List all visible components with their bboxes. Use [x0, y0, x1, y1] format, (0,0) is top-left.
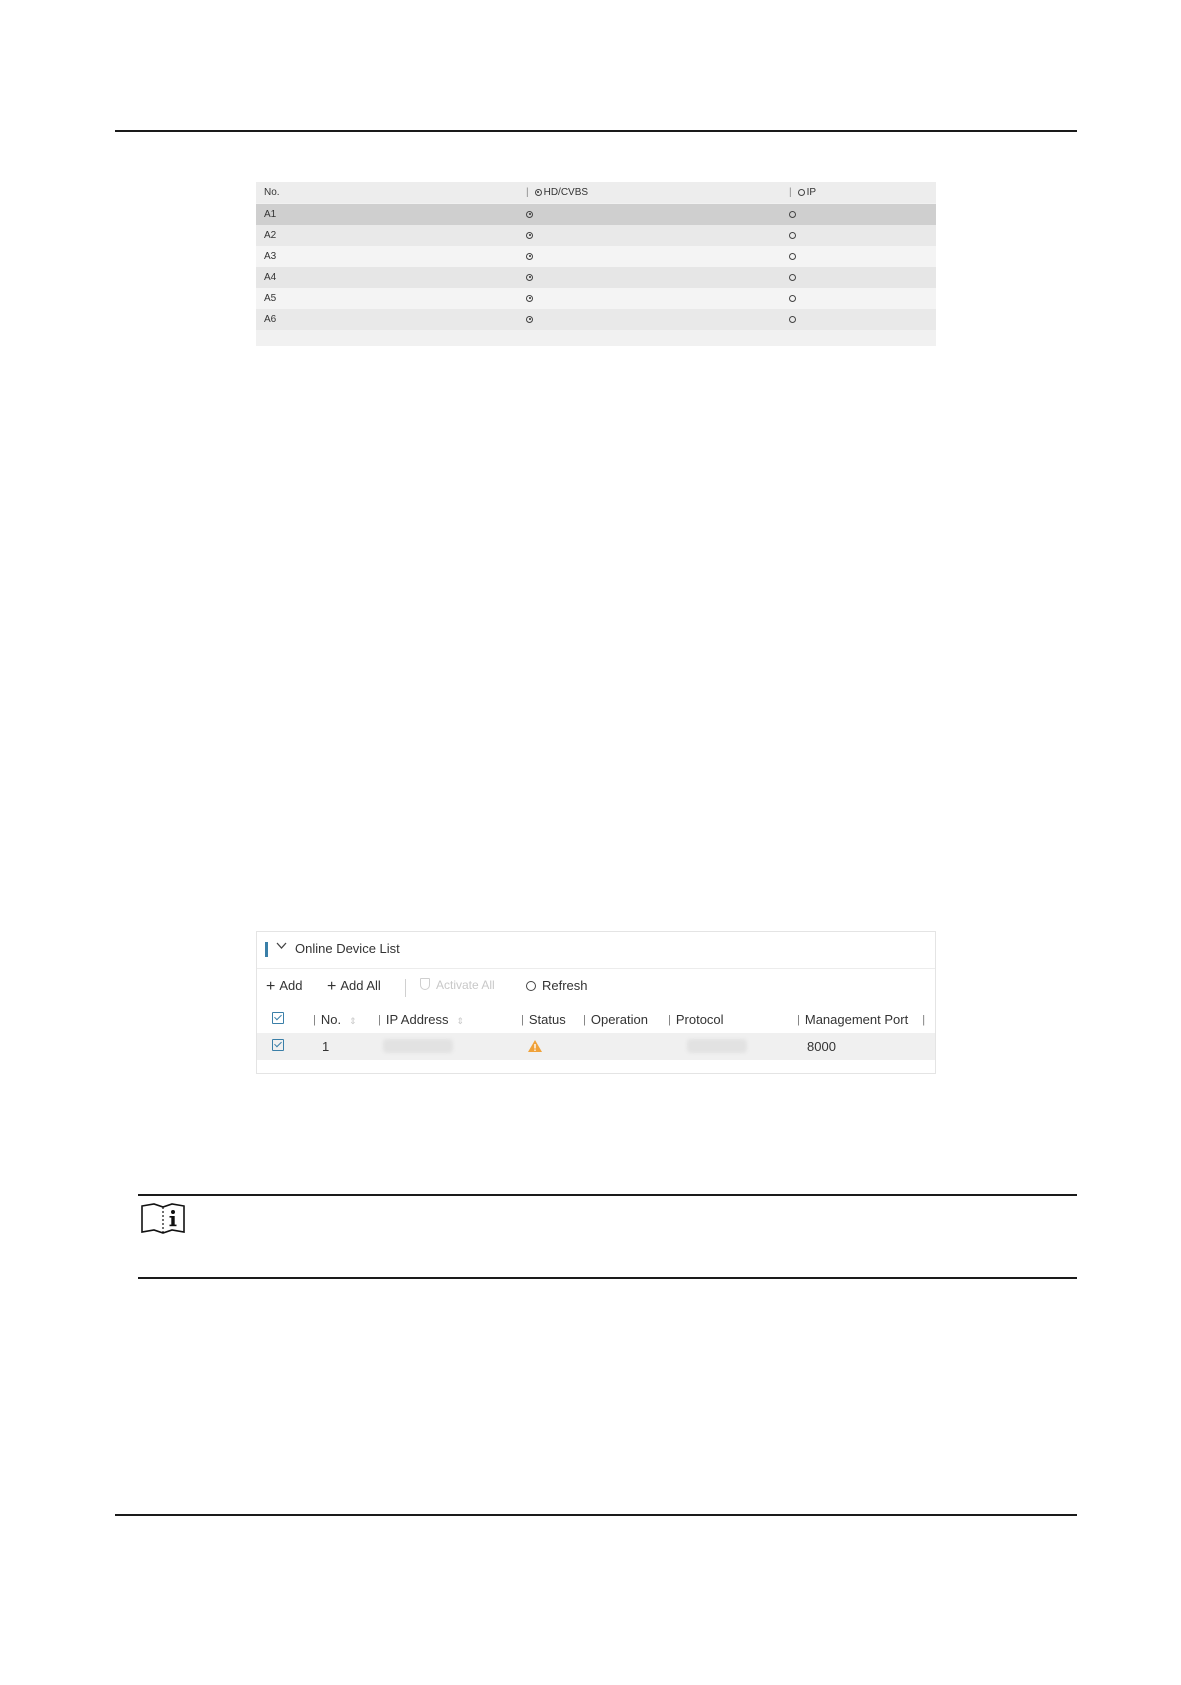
device-table-header — [257, 1006, 935, 1033]
ip-radio-icon[interactable] — [789, 295, 796, 302]
row-number: 1 — [322, 1039, 330, 1054]
note-top-rule — [138, 1194, 1077, 1196]
ip-radio-icon[interactable] — [789, 211, 796, 218]
channel-number: A5 — [264, 293, 277, 304]
channel-type-table — [256, 182, 936, 346]
table-row — [256, 309, 936, 330]
refresh-button[interactable] — [526, 978, 588, 993]
column-header-ip[interactable]: | IP — [789, 187, 817, 198]
column-header-ip-label: IP — [806, 187, 817, 198]
shield-icon — [420, 978, 430, 990]
activate-all-button[interactable] — [420, 978, 495, 992]
column-header-no[interactable]: | No. ⇕ — [313, 1012, 357, 1027]
panel-title-bar[interactable] — [257, 932, 935, 969]
ip-radio-icon[interactable] — [789, 253, 796, 260]
channel-number: A2 — [264, 230, 277, 241]
ip-radio-icon[interactable] — [789, 232, 796, 239]
hd-radio-selected-icon[interactable] — [526, 253, 533, 260]
management-port-value: 8000 — [807, 1039, 836, 1054]
refresh-label: Refresh — [542, 978, 588, 993]
table-row — [256, 288, 936, 309]
note-bottom-rule — [138, 1277, 1077, 1279]
add-all-button[interactable] — [327, 978, 381, 996]
protocol-redacted — [687, 1039, 747, 1053]
table-row — [256, 225, 936, 246]
row-checkbox[interactable] — [272, 1039, 284, 1051]
plus-icon: + — [327, 978, 337, 995]
sort-icon: ⇕ — [456, 1016, 465, 1026]
select-all-checkbox[interactable] — [272, 1012, 284, 1024]
add-all-label: Add All — [340, 978, 381, 993]
column-header-management-port[interactable]: | Management Port | — [797, 1012, 926, 1027]
plus-icon: + — [266, 978, 276, 995]
accent-bar — [265, 942, 268, 957]
header-rule — [115, 130, 1077, 132]
column-operation-label: Operation — [590, 1012, 648, 1027]
table-header — [256, 182, 936, 203]
note-info-icon — [140, 1203, 186, 1235]
channel-number: A3 — [264, 251, 277, 262]
column-port-label: Management Port — [804, 1012, 909, 1027]
sort-icon: ⇕ — [349, 1016, 357, 1026]
add-button[interactable] — [266, 978, 302, 996]
channel-number: A1 — [264, 209, 277, 220]
radio-selected-icon[interactable] — [535, 189, 542, 196]
table-row — [256, 246, 936, 267]
ip-radio-icon[interactable] — [789, 316, 796, 323]
table-row — [256, 267, 936, 288]
ip-radio-icon[interactable] — [789, 274, 796, 281]
table-row[interactable] — [257, 1033, 935, 1060]
channel-number: A4 — [264, 272, 277, 283]
hd-radio-selected-icon[interactable] — [526, 316, 533, 323]
column-ip-label: IP Address — [385, 1012, 449, 1027]
column-header-protocol[interactable]: | Protocol — [668, 1012, 724, 1027]
chevron-down-icon[interactable] — [276, 939, 287, 954]
ip-address-redacted — [383, 1039, 453, 1053]
column-header-no: No. — [264, 187, 280, 198]
footer-rule — [115, 1514, 1077, 1516]
column-header-hd-cvbs[interactable]: | HD/CVBS — [526, 187, 589, 198]
hd-radio-selected-icon[interactable] — [526, 211, 533, 218]
hd-radio-selected-icon[interactable] — [526, 295, 533, 302]
online-device-list-panel — [256, 931, 936, 1074]
column-header-hd-label: HD/CVBS — [543, 187, 589, 198]
refresh-icon — [526, 981, 536, 991]
radio-unselected-icon[interactable] — [798, 189, 805, 196]
column-header-status[interactable]: | Status — [521, 1012, 566, 1027]
column-header-operation[interactable]: | Operation — [583, 1012, 648, 1027]
toolbar-divider — [405, 979, 406, 997]
hd-radio-selected-icon[interactable] — [526, 232, 533, 239]
column-protocol-label: Protocol — [675, 1012, 724, 1027]
hd-radio-selected-icon[interactable] — [526, 274, 533, 281]
column-no-label: No. — [320, 1012, 342, 1027]
table-row — [256, 204, 936, 225]
activate-all-label: Activate All — [436, 978, 495, 992]
column-status-label: Status — [528, 1012, 566, 1027]
toolbar — [257, 968, 935, 1006]
warning-icon — [527, 1039, 543, 1056]
panel-title: Online Device List — [295, 941, 400, 956]
add-label: Add — [279, 978, 303, 993]
column-header-ip-address[interactable]: | IP Address ⇕ — [378, 1012, 465, 1027]
channel-number: A6 — [264, 314, 277, 325]
